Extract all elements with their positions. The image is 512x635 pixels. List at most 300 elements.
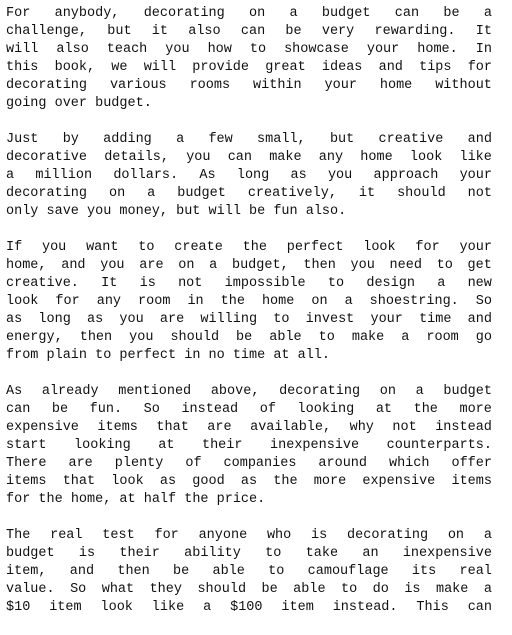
word: good [192, 474, 225, 489]
word: can [240, 24, 266, 39]
word: perfect [286, 240, 344, 255]
word: any [96, 294, 122, 309]
word: want [86, 240, 119, 255]
word: a [483, 582, 492, 597]
word: There [6, 456, 47, 471]
word: they [149, 582, 182, 597]
word: a [437, 276, 446, 291]
word: fun [273, 204, 298, 219]
word: mentioned [118, 384, 192, 399]
word: all. [297, 348, 331, 363]
word: and [467, 132, 492, 147]
word: are [68, 456, 93, 471]
word: a [209, 258, 218, 273]
word: adding [103, 132, 152, 147]
body-paragraph [6, 131, 492, 221]
word: a [344, 294, 353, 309]
text-line [6, 491, 492, 509]
word: a [483, 6, 492, 21]
word: camouflage [307, 564, 389, 579]
word: creative [378, 132, 444, 147]
word: in [187, 294, 204, 309]
word: not [467, 186, 492, 201]
word: will [6, 42, 39, 57]
word: plenty [114, 456, 164, 471]
text-line [6, 275, 492, 293]
word: it [151, 24, 168, 39]
word: is [139, 276, 156, 291]
word: which [388, 456, 430, 471]
word: looking [74, 438, 131, 453]
word: budget [443, 384, 492, 399]
word: book, [54, 60, 96, 75]
word: details, [104, 150, 170, 165]
word: take [305, 546, 339, 561]
word: their [201, 438, 243, 453]
word: shoestring. [369, 294, 459, 309]
word: looking [297, 402, 355, 417]
word: be [249, 204, 266, 219]
word: more [459, 402, 492, 417]
word: various [109, 78, 167, 93]
word: ideas [321, 60, 363, 75]
word: like [151, 600, 185, 615]
word: items [451, 474, 492, 489]
text-line [6, 347, 492, 365]
word: you [350, 258, 375, 273]
word: willing [200, 312, 258, 327]
word: creatively, [247, 186, 337, 201]
word: why [349, 420, 374, 435]
word: can [6, 402, 31, 417]
word: available, [250, 420, 332, 435]
word: ability [184, 546, 241, 561]
word: budget [321, 6, 371, 21]
word: around [318, 456, 368, 471]
word: an [362, 546, 379, 561]
word: companies [223, 456, 297, 471]
word: is [311, 528, 328, 543]
word: for [55, 294, 80, 309]
word: able [293, 582, 326, 597]
word: budget, [231, 258, 289, 273]
word: be [236, 330, 253, 345]
word: on [178, 258, 195, 273]
word: value. [6, 582, 55, 597]
word: the [413, 402, 438, 417]
text-line [6, 185, 492, 203]
word: room [138, 294, 171, 309]
word: As [199, 168, 216, 183]
word: the [38, 492, 63, 507]
word: going [6, 96, 47, 111]
word: will [208, 204, 241, 219]
word: be [285, 24, 302, 39]
word: as [159, 474, 177, 489]
word: not [178, 276, 203, 291]
word: but [107, 24, 132, 39]
word: make [269, 150, 302, 165]
text-line [6, 77, 492, 95]
word: So [70, 582, 87, 597]
word: of [259, 402, 276, 417]
text-line [6, 437, 492, 455]
word: item [281, 600, 314, 615]
word: instead. [332, 600, 398, 615]
word: home, [6, 258, 47, 273]
word: at [375, 402, 393, 417]
word: your [324, 78, 357, 93]
word: your [459, 168, 492, 183]
word: $100 [230, 600, 263, 615]
document-page [6, 5, 492, 635]
text-line [6, 59, 492, 77]
text-line [6, 599, 492, 617]
word: to [138, 240, 155, 255]
word: half [143, 492, 177, 507]
word: home [379, 78, 413, 93]
word: as [290, 168, 307, 183]
word: decorating [6, 186, 88, 201]
text-line [6, 581, 492, 599]
word: the [184, 492, 209, 507]
word: make [435, 582, 469, 597]
word: are [139, 258, 164, 273]
word: can [467, 600, 492, 615]
word: able [212, 564, 245, 579]
word: provide [192, 60, 249, 75]
word: we [111, 60, 128, 75]
word: be [51, 402, 69, 417]
text-line [6, 293, 492, 311]
word: should [197, 582, 247, 597]
word: like [459, 150, 492, 165]
word: get [467, 258, 492, 273]
word: a [203, 600, 212, 615]
word: look [100, 600, 133, 615]
word: to [265, 546, 282, 561]
word: instead [181, 402, 239, 417]
text-line [6, 419, 492, 437]
word: start [6, 438, 47, 453]
word: over [54, 96, 88, 111]
word: $10 [6, 600, 31, 615]
word: its [411, 564, 437, 579]
word: inexpensive [402, 546, 492, 561]
text-line [6, 203, 492, 221]
word: a [176, 132, 185, 147]
word: is [404, 582, 421, 597]
word: this [6, 60, 39, 75]
word: is [78, 546, 96, 561]
word: time [419, 312, 452, 327]
word: great [265, 60, 306, 75]
word: instead [435, 420, 492, 435]
word: dollars. [113, 168, 179, 183]
word: the [220, 294, 245, 309]
text-line [6, 149, 492, 167]
word: do [372, 582, 389, 597]
word: to [249, 42, 267, 57]
word: not [392, 420, 417, 435]
word: decorating [347, 528, 429, 543]
word: but [176, 204, 201, 219]
word: money, [119, 204, 169, 219]
text-line [6, 527, 492, 545]
word: a [6, 168, 15, 183]
word: For [6, 6, 31, 21]
word: you [165, 42, 190, 57]
word: real [50, 528, 83, 543]
word: in [184, 348, 201, 363]
word: above, [210, 384, 260, 399]
word: how [207, 42, 232, 57]
text-line [6, 401, 492, 419]
word: the [273, 474, 298, 489]
word: and [61, 258, 86, 273]
text-line [6, 311, 492, 329]
word: to [95, 348, 112, 363]
word: to [341, 582, 358, 597]
word: any [318, 150, 344, 165]
word: should [170, 330, 220, 345]
word: This [416, 600, 449, 615]
word: for [154, 528, 179, 543]
word: a [415, 384, 424, 399]
word: need [389, 258, 422, 273]
word: are [207, 420, 232, 435]
word: and [69, 564, 95, 579]
word: you [87, 204, 112, 219]
word: from [6, 348, 39, 363]
word: go [475, 330, 492, 345]
word: who [266, 528, 292, 543]
word: to [436, 258, 453, 273]
word: make [351, 330, 385, 345]
word: but [329, 132, 355, 147]
word: small, [257, 132, 306, 147]
word: counterparts. [386, 438, 492, 453]
word: at [273, 348, 290, 363]
word: then [79, 330, 113, 345]
word: fun. [89, 402, 123, 417]
word: you [327, 168, 353, 183]
word: home [261, 294, 295, 309]
text-line [6, 329, 492, 347]
word: and [467, 312, 492, 327]
word: decorating [279, 384, 361, 399]
word: long [236, 168, 270, 183]
body-paragraph [6, 5, 492, 113]
text-line [6, 239, 492, 257]
word: that [156, 420, 189, 435]
word: time [232, 348, 266, 363]
word: as [86, 312, 104, 327]
word: also [188, 24, 221, 39]
word: As [6, 384, 23, 399]
word: real [459, 564, 492, 579]
word: a [147, 186, 156, 201]
word: able [269, 330, 302, 345]
word: long [38, 312, 71, 327]
word: on [379, 384, 396, 399]
word: item, [6, 564, 47, 579]
word: at [158, 438, 175, 453]
word: decorating [6, 78, 88, 93]
text-line [6, 473, 492, 491]
word: look [111, 474, 144, 489]
word: teach [106, 42, 148, 57]
word: In [475, 42, 492, 57]
text-line [6, 257, 492, 275]
word: be [173, 564, 190, 579]
word: can [227, 150, 253, 165]
text-line [6, 167, 492, 185]
word: expensive [362, 474, 436, 489]
word: energy, [6, 330, 63, 345]
word: rooms [189, 78, 231, 93]
word: look [6, 294, 39, 309]
word: more [313, 474, 347, 489]
word: without [435, 78, 492, 93]
word: item [49, 600, 82, 615]
word: at [119, 492, 136, 507]
word: you [41, 240, 67, 255]
word: then [303, 258, 336, 273]
text-line [6, 23, 492, 41]
word: items [6, 474, 47, 489]
word: very [321, 24, 355, 39]
text-line [6, 41, 492, 59]
word: then [117, 564, 150, 579]
word: of [185, 456, 202, 471]
word: budget [6, 546, 55, 561]
word: on [248, 6, 266, 21]
word: expensive [6, 420, 79, 435]
word: and [378, 60, 403, 75]
word: for [6, 492, 31, 507]
word: perfect [119, 348, 177, 363]
word: look [409, 150, 443, 165]
word: decorative [6, 150, 88, 165]
word: rewarding. [374, 24, 456, 39]
word: you [186, 150, 211, 165]
word: to [273, 312, 290, 327]
word: budget. [95, 96, 152, 111]
word: also [56, 42, 89, 57]
word: be [261, 582, 278, 597]
word: So [475, 294, 492, 309]
word: a [289, 6, 298, 21]
word: can [394, 6, 420, 21]
word: invest [305, 312, 355, 327]
word: budget [177, 186, 226, 201]
word: a [483, 528, 492, 543]
word: creative. [6, 276, 79, 291]
word: be [443, 6, 460, 21]
word: are [159, 312, 185, 327]
word: home [360, 150, 393, 165]
word: your [370, 312, 403, 327]
word: by [62, 132, 79, 147]
word: as [240, 474, 258, 489]
word: what [101, 582, 135, 597]
word: design [366, 276, 415, 291]
word: no [208, 348, 225, 363]
word: it [358, 186, 376, 201]
word: home. [417, 42, 458, 57]
word: plain [46, 348, 88, 363]
text-line [6, 455, 492, 473]
word: impossible [224, 276, 306, 291]
word: million [35, 168, 93, 183]
word: The [6, 528, 31, 543]
word: save [46, 204, 79, 219]
word: If [6, 240, 23, 255]
text-line [6, 95, 492, 113]
word: anybody, [54, 6, 120, 21]
word: look [363, 240, 396, 255]
text-line [6, 131, 492, 149]
word: for [467, 60, 492, 75]
word: decorating [143, 6, 225, 21]
word: already [41, 384, 99, 399]
word: should [397, 186, 446, 201]
word: price. [216, 492, 266, 507]
word: create [174, 240, 223, 255]
body-paragraph [6, 527, 492, 617]
word: you [119, 312, 144, 327]
word: on [311, 294, 328, 309]
word: tips [419, 60, 452, 75]
word: offer [451, 456, 492, 471]
body-paragraph [6, 383, 492, 509]
word: approach [373, 168, 439, 183]
word: within [253, 78, 302, 93]
word: only [6, 204, 39, 219]
word: to [268, 564, 285, 579]
word: test [102, 528, 135, 543]
word: on [447, 528, 465, 543]
word: will [143, 60, 177, 75]
word: new [467, 276, 492, 291]
word: room [426, 330, 459, 345]
text-line [6, 563, 492, 581]
word: inexpensive [270, 438, 360, 453]
body-paragraph [6, 239, 492, 365]
word: that [62, 474, 96, 489]
word: home, [70, 492, 112, 507]
word: So [143, 402, 160, 417]
word: a [401, 330, 410, 345]
word: Just [6, 132, 39, 147]
word: you [129, 330, 154, 345]
word: as [6, 312, 23, 327]
word: challenge, [6, 24, 88, 39]
word: their [119, 546, 160, 561]
word: items [97, 420, 138, 435]
text-line [6, 383, 492, 401]
word: your [459, 240, 492, 255]
word: few [208, 132, 233, 147]
text-line [6, 545, 492, 563]
word: your [366, 42, 400, 57]
word: to [318, 330, 335, 345]
word: It [101, 276, 118, 291]
word: anyone [198, 528, 248, 543]
word: on [108, 186, 126, 201]
word: to [327, 276, 345, 291]
